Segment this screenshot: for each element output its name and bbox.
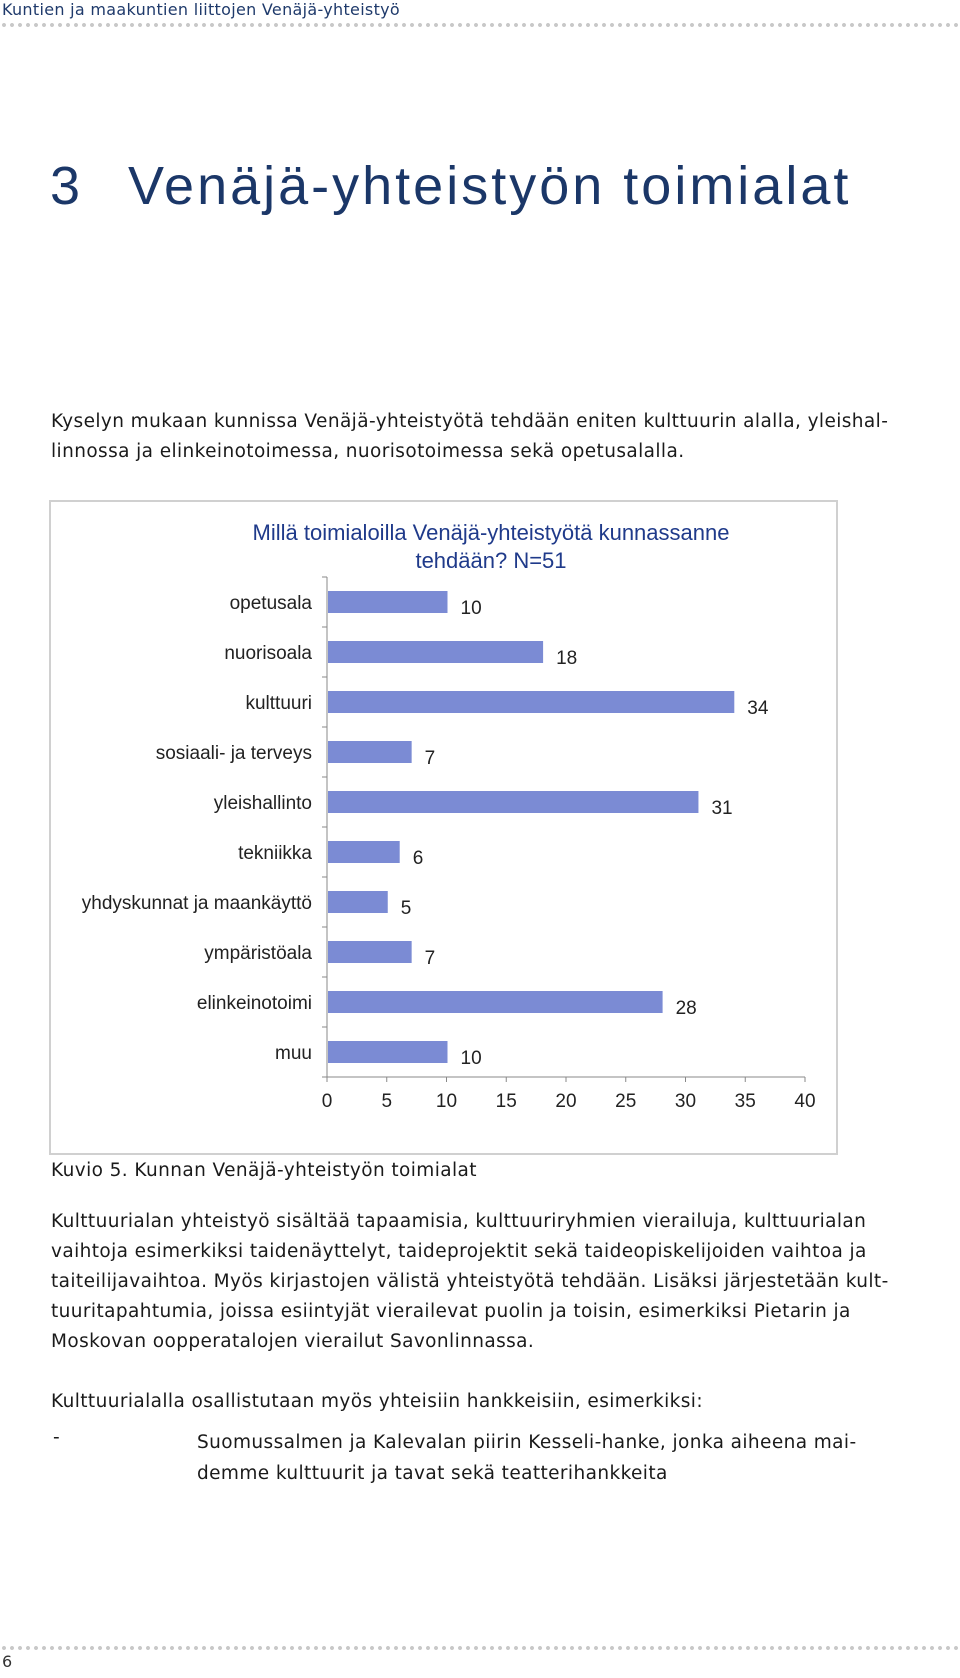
chart-frame (49, 500, 838, 1155)
body-paragraph-1: Kulttuurialan yhteistyö sisältää tapaamisia, kulttuuriryhmien vierailuja, kulttuurialan vaihtoja esimerkiksi taidenäyttelyt, taideprojektit sekä taideopiskelijoiden vaihtoa ja taiteilijavaihtoa. Myös kirjastojen välistä yhteistyötä tehdään. Lisäksi järjestetään kult-tuuritapahtumia, joissa esiintyjät vierailevat puolin ja toisin, esimerkiksi Pietarin ja Moskovan oopperatalojen vierailut Savonlinnassa. (51, 1211, 889, 1352)
chapter-number: 3 (50, 156, 84, 216)
data-label: 34 (747, 698, 769, 719)
x-tick-label: 35 (734, 1091, 756, 1112)
chart-title-line-2: tehdään? N=51 (415, 548, 567, 573)
data-label: 28 (675, 998, 697, 1019)
x-tick-label: 15 (495, 1091, 517, 1112)
data-label: 5 (400, 898, 412, 919)
body-paragraph-2: Kulttuurialalla osallistutaan myös yhteisiin hankkeisiin, esimerkiksi: (51, 1391, 703, 1412)
x-tick-label: 10 (435, 1091, 458, 1112)
page-number: 6 (2, 1652, 13, 1671)
bar (328, 891, 388, 913)
bar (328, 791, 698, 813)
data-label: 7 (424, 748, 436, 769)
figure-caption: Kuvio 5. Kunnan Venäjä-yhteistyön toimialat (51, 1160, 477, 1181)
category-label: yleishallinto (213, 793, 312, 814)
running-header: Kuntien ja maakuntien liittojen Venäjä-yhteistyö (2, 0, 401, 19)
category-label: elinkeinotoimi (196, 993, 312, 1014)
category-label: ympäristöala (204, 943, 312, 964)
data-label: 10 (460, 1048, 482, 1069)
x-tick-label: 0 (321, 1091, 333, 1112)
x-tick-label: 40 (794, 1091, 816, 1112)
chart-title-line-1: Millä toimialoilla Venäjä-yhteistyötä kunnassanne (252, 520, 730, 545)
list-bullet: - (53, 1427, 60, 1448)
category-label: opetusala (229, 593, 312, 614)
bar (328, 691, 734, 713)
chapter-title: Venäjä-yhteistyön toimialat (128, 156, 852, 216)
category-label: yhdyskunnat ja maankäyttö (81, 893, 312, 914)
header-dotted-rule (0, 22, 960, 28)
category-label: sosiaali- ja terveys (155, 743, 312, 764)
bar (328, 1041, 448, 1063)
x-tick-label: 5 (381, 1091, 393, 1112)
data-label: 6 (412, 848, 424, 869)
data-label: 7 (424, 948, 436, 969)
bar (328, 941, 412, 963)
bar (328, 991, 663, 1013)
data-label: 10 (460, 598, 482, 619)
bar (328, 841, 400, 863)
bar (328, 741, 412, 763)
intro-paragraph: Kyselyn mukaan kunnissa Venäjä-yhteistyötä tehdään eniten kulttuurin alalla, yleishal-linnossa ja elinkeinotoimessa, nuorisotoimessa sekä opetusalalla. (51, 411, 889, 462)
bar-chart (51, 502, 840, 1157)
data-label: 31 (711, 798, 733, 819)
category-label: kulttuuri (245, 693, 312, 714)
category-label: nuorisoala (224, 643, 312, 664)
category-label: muu (275, 1043, 312, 1064)
bar (328, 641, 543, 663)
x-tick-label: 30 (674, 1091, 697, 1112)
category-label: tekniikka (238, 843, 312, 864)
data-label: 18 (556, 648, 578, 669)
x-tick-label: 25 (615, 1091, 637, 1112)
chapter-heading (50, 155, 851, 217)
list-item: Suomussalmen ja Kalevalan piirin Kesseli-hanke, jonka aiheena mai-demme kulttuurit ja tavat sekä teatterihankkeita (197, 1432, 857, 1484)
x-tick-label: 20 (555, 1091, 577, 1112)
bar (328, 591, 448, 613)
footer-dotted-rule (0, 1645, 960, 1651)
